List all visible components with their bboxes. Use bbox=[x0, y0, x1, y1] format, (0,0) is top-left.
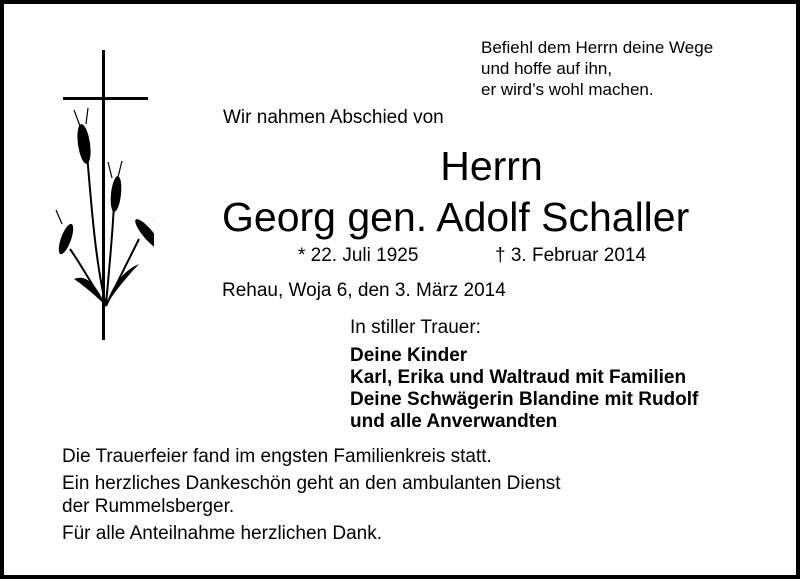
mourners-list bbox=[350, 345, 698, 433]
verse-line: Befiehl dem Herrn deine Wege bbox=[481, 38, 714, 57]
mourner-line: Deine Schwägerin Blandine mit Rudolf bbox=[350, 389, 699, 410]
mourner-line: und alle Anverwandten bbox=[350, 411, 558, 432]
footer-line: Für alle Anteilnahme herzlichen Dank. bbox=[62, 523, 383, 544]
footer-line: Ein herzliches Dankeschön geht an den ambulanten Dienst bbox=[62, 473, 561, 494]
closing-notes bbox=[62, 445, 561, 545]
mourning-intro: In stiller Trauer: bbox=[350, 317, 481, 338]
footer-line: der Rummelsberger. bbox=[62, 496, 235, 517]
cross-with-wheat-icon bbox=[54, 44, 154, 344]
farewell-intro: Wir nahmen Abschied von bbox=[223, 107, 444, 128]
mourner-line: Karl, Erika und Waltraud mit Familien bbox=[350, 367, 687, 388]
salutation: Herrn bbox=[440, 143, 543, 189]
footer-line: Die Trauerfeier fand im engsten Familienkreis statt. bbox=[62, 446, 492, 467]
death-date: † 3. Februar 2014 bbox=[495, 245, 647, 266]
place-and-date: Rehau, Woja 6, den 3. März 2014 bbox=[222, 280, 506, 301]
verse-line: er wird’s wohl machen. bbox=[481, 80, 654, 99]
mourner-line: Deine Kinder bbox=[350, 345, 468, 366]
verse-line: und hoffe auf ihn, bbox=[481, 59, 613, 78]
deceased-name: Georg gen. Adolf Schaller bbox=[222, 194, 690, 240]
birth-date: * 22. Juli 1925 bbox=[298, 245, 419, 266]
bible-verse bbox=[481, 37, 713, 100]
